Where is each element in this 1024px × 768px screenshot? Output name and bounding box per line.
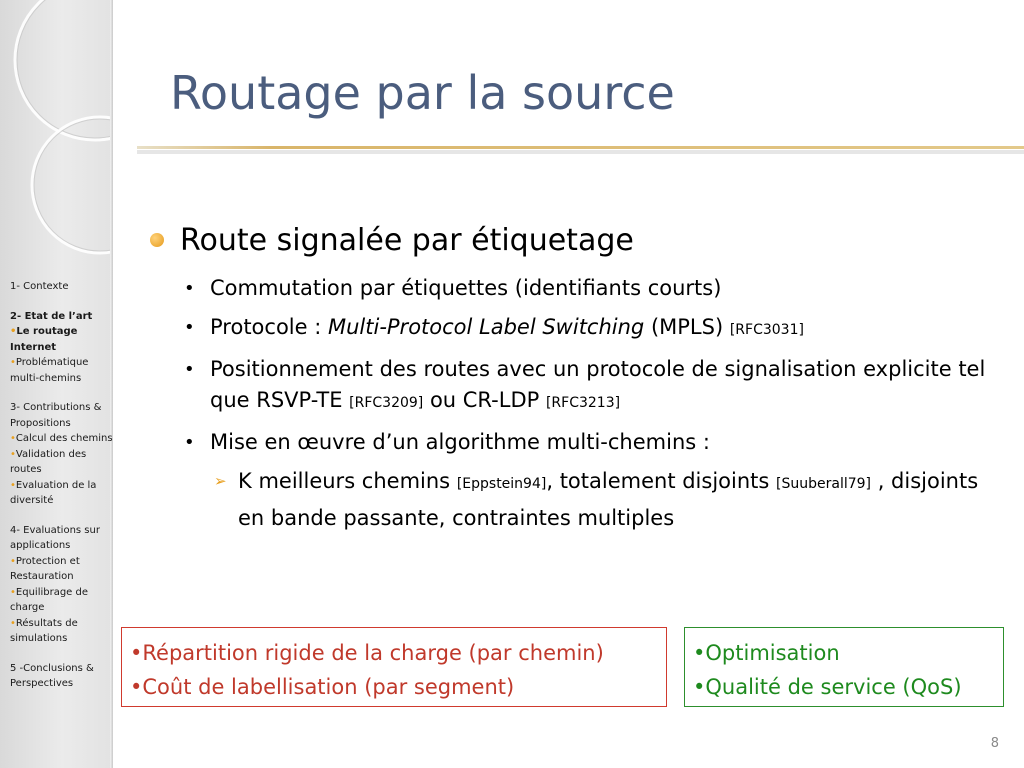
nav-item-problematique[interactable]: •Problématique multi-chemins xyxy=(10,357,89,384)
page-number: 8 xyxy=(990,736,999,751)
decorative-circles xyxy=(0,0,113,260)
nav-item-equilibrage[interactable]: •Equilibrage de charge xyxy=(10,586,89,613)
nav-section-evaluations[interactable]: 4- Evaluations sur applications xyxy=(10,524,100,551)
slide-title: Routage par la source xyxy=(170,66,675,120)
nav-item-routage-internet[interactable]: •Le routage Internet xyxy=(10,326,78,353)
bullet-level1 xyxy=(150,219,1010,263)
nav-item-resultats[interactable]: •Résultats de simulations xyxy=(10,617,78,644)
nav-section-conclusions[interactable]: 5 -Conclusions & Perspectives xyxy=(10,662,94,689)
sidebar xyxy=(0,0,113,768)
bullet-dot-icon: • xyxy=(184,359,195,380)
nav-item-protection[interactable]: •Protection et Restauration xyxy=(10,555,80,582)
nav-section-etat-de-l-art[interactable]: 2- Etat de l’art xyxy=(10,310,93,322)
main-heading: Route signalée par étiquetage xyxy=(180,223,634,258)
bullet-dot-icon: • xyxy=(184,317,195,338)
ref-rfc3031: [RFC3031] xyxy=(729,322,804,338)
nav-item-calcul-chemins[interactable]: •Calcul des chemins xyxy=(10,433,113,444)
advantage-item: •Qualité de service (QoS) xyxy=(693,675,962,699)
drawback-item: •Coût de labellisation (par segment) xyxy=(130,675,515,699)
advantage-item: •Optimisation xyxy=(693,641,840,665)
arrow-bullet-icon: ➢ xyxy=(214,472,227,490)
nav-item-evaluation-diversite[interactable]: •Evaluation de la diversité xyxy=(10,479,97,506)
ref-rfc3213: [RFC3213] xyxy=(545,395,621,411)
drawback-item: •Répartition rigide de la charge (par chemin) xyxy=(130,641,604,665)
bullet-dot-icon: • xyxy=(184,432,195,453)
bullet-dot-icon: • xyxy=(184,278,195,299)
bullet-protocole: • Protocole : Multi-Protocol Label Switching (MPLS) [RFC3031] xyxy=(150,312,990,346)
nav-section-contributions[interactable]: 3- Contributions & Propositions xyxy=(10,402,102,429)
title-underline xyxy=(137,143,1024,155)
bullet-commutation: • Commutation par étiquettes (identifiants courts) xyxy=(150,273,990,304)
slide-content xyxy=(150,219,1010,535)
bullet-mise-en-oeuvre: • Mise en œuvre d’un algorithme multi-chemins : xyxy=(150,427,990,458)
sub-bullet-k-meilleurs: ➢ K meilleurs chemins [Eppstein94], totalement disjoints [Suuberall79] , disjoints en bande passante, contraintes multiples xyxy=(150,464,998,535)
drawbacks-box xyxy=(121,627,667,707)
ref-rfc3209: [RFC3209] xyxy=(349,395,424,411)
bullet-positionnement: • Positionnement des routes avec un protocole de signalisation explicite tel que RSVP-TE [RFC3209] ou CR-LDP [RFC3213] xyxy=(150,354,990,419)
orange-bullet-icon xyxy=(150,233,164,247)
ref-suuberall79: [Suuberall79] xyxy=(776,476,872,492)
section-nav xyxy=(10,279,113,692)
nav-item-validation-routes[interactable]: •Validation des routes xyxy=(10,448,87,475)
advantages-box xyxy=(684,627,1004,707)
ref-eppstein94: [Eppstein94] xyxy=(456,476,547,492)
nav-section-contexte[interactable]: 1- Contexte xyxy=(10,281,69,292)
